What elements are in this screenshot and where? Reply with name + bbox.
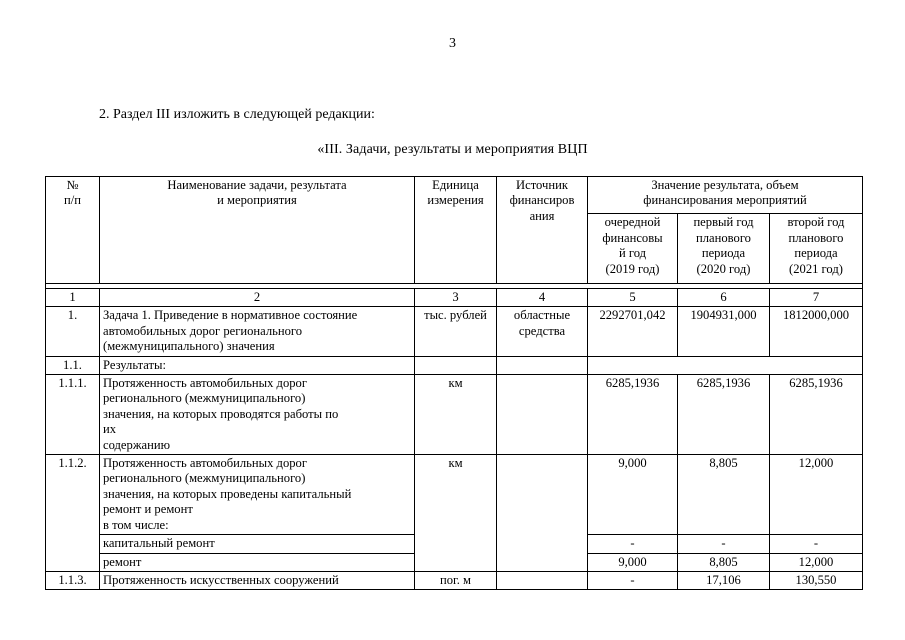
row-name: Протяженность искусственных сооружений <box>100 571 415 589</box>
row-number: 1.1.3. <box>46 571 100 589</box>
row-value-2021: 1812000,000 <box>770 307 863 356</box>
row-value-2020: 17,106 <box>678 571 770 589</box>
intro-text: 2. Раздел III изложить в следующей редакции: <box>99 107 375 122</box>
column-number: 4 <box>497 289 588 307</box>
table-row <box>46 455 863 535</box>
row-value-2019: 9,000 <box>588 553 678 571</box>
row-values-empty <box>588 356 863 374</box>
row-number: 1.1.2. <box>46 455 100 572</box>
row-value-2019: - <box>588 535 678 553</box>
page-number: 3 <box>449 36 456 51</box>
row-name: Протяженность автомобильных дорог регионального (межмуниципального) значения, на которых проведены капитальный ремонт и ремонт в том числе: <box>100 455 415 535</box>
header-row-1 <box>46 177 863 214</box>
row-name: капитальный ремонт <box>100 535 415 553</box>
row-unit: пог. м <box>415 571 497 589</box>
header-year-2021: второй год планового периода (2021 год) <box>770 214 863 284</box>
row-number: 1. <box>46 307 100 356</box>
row-value-2021: - <box>770 535 863 553</box>
column-number: 3 <box>415 289 497 307</box>
table-row <box>46 375 863 455</box>
table-row <box>46 307 863 356</box>
row-name: Результаты: <box>100 356 415 374</box>
row-value-2019: 9,000 <box>588 455 678 535</box>
column-number: 5 <box>588 289 678 307</box>
row-unit: тыс. рублей <box>415 307 497 356</box>
header-name: Наименование задачи, результата и мероприятия <box>100 177 415 284</box>
column-number: 1 <box>46 289 100 307</box>
row-value-2019: 2292701,042 <box>588 307 678 356</box>
table-row <box>46 356 863 374</box>
row-value-2020: - <box>678 535 770 553</box>
row-name: ремонт <box>100 553 415 571</box>
header-source: Источник финансиров ания <box>497 177 588 284</box>
row-number: 1.1. <box>46 356 100 374</box>
row-unit <box>415 356 497 374</box>
row-number: 1.1.1. <box>46 375 100 455</box>
row-value-2021: 6285,1936 <box>770 375 863 455</box>
row-source <box>497 375 588 455</box>
row-source <box>497 356 588 374</box>
row-value-2019: - <box>588 571 678 589</box>
column-numbers-row <box>46 289 863 307</box>
row-value-2021: 130,550 <box>770 571 863 589</box>
tasks-table <box>45 176 863 590</box>
row-value-2020: 1904931,000 <box>678 307 770 356</box>
row-unit: км <box>415 455 497 572</box>
row-value-2019: 6285,1936 <box>588 375 678 455</box>
column-number: 6 <box>678 289 770 307</box>
row-source <box>497 571 588 589</box>
row-value-2020: 8,805 <box>678 455 770 535</box>
table-row <box>46 571 863 589</box>
header-unit: Единица измерения <box>415 177 497 284</box>
row-name: Протяженность автомобильных дорог регионального (межмуниципального) значения, на которых проводятся работы по их содержанию <box>100 375 415 455</box>
row-name: Задача 1. Приведение в нормативное состояние автомобильных дорог регионального (межмуниципального) значения <box>100 307 415 356</box>
header-num: № п/п <box>46 177 100 284</box>
row-value-2021: 12,000 <box>770 553 863 571</box>
row-value-2021: 12,000 <box>770 455 863 535</box>
section-title: «III. Задачи, результаты и мероприятия ВЦП <box>317 142 588 157</box>
row-unit: км <box>415 375 497 455</box>
row-value-2020: 8,805 <box>678 553 770 571</box>
header-year-2019: очередной финансовы й год (2019 год) <box>588 214 678 284</box>
row-source: областные средства <box>497 307 588 356</box>
header-value-group: Значение результата, объем финансирования мероприятий <box>588 177 863 214</box>
header-year-2020: первый год планового периода (2020 год) <box>678 214 770 284</box>
row-value-2020: 6285,1936 <box>678 375 770 455</box>
column-number: 2 <box>100 289 415 307</box>
row-source <box>497 455 588 572</box>
column-number: 7 <box>770 289 863 307</box>
